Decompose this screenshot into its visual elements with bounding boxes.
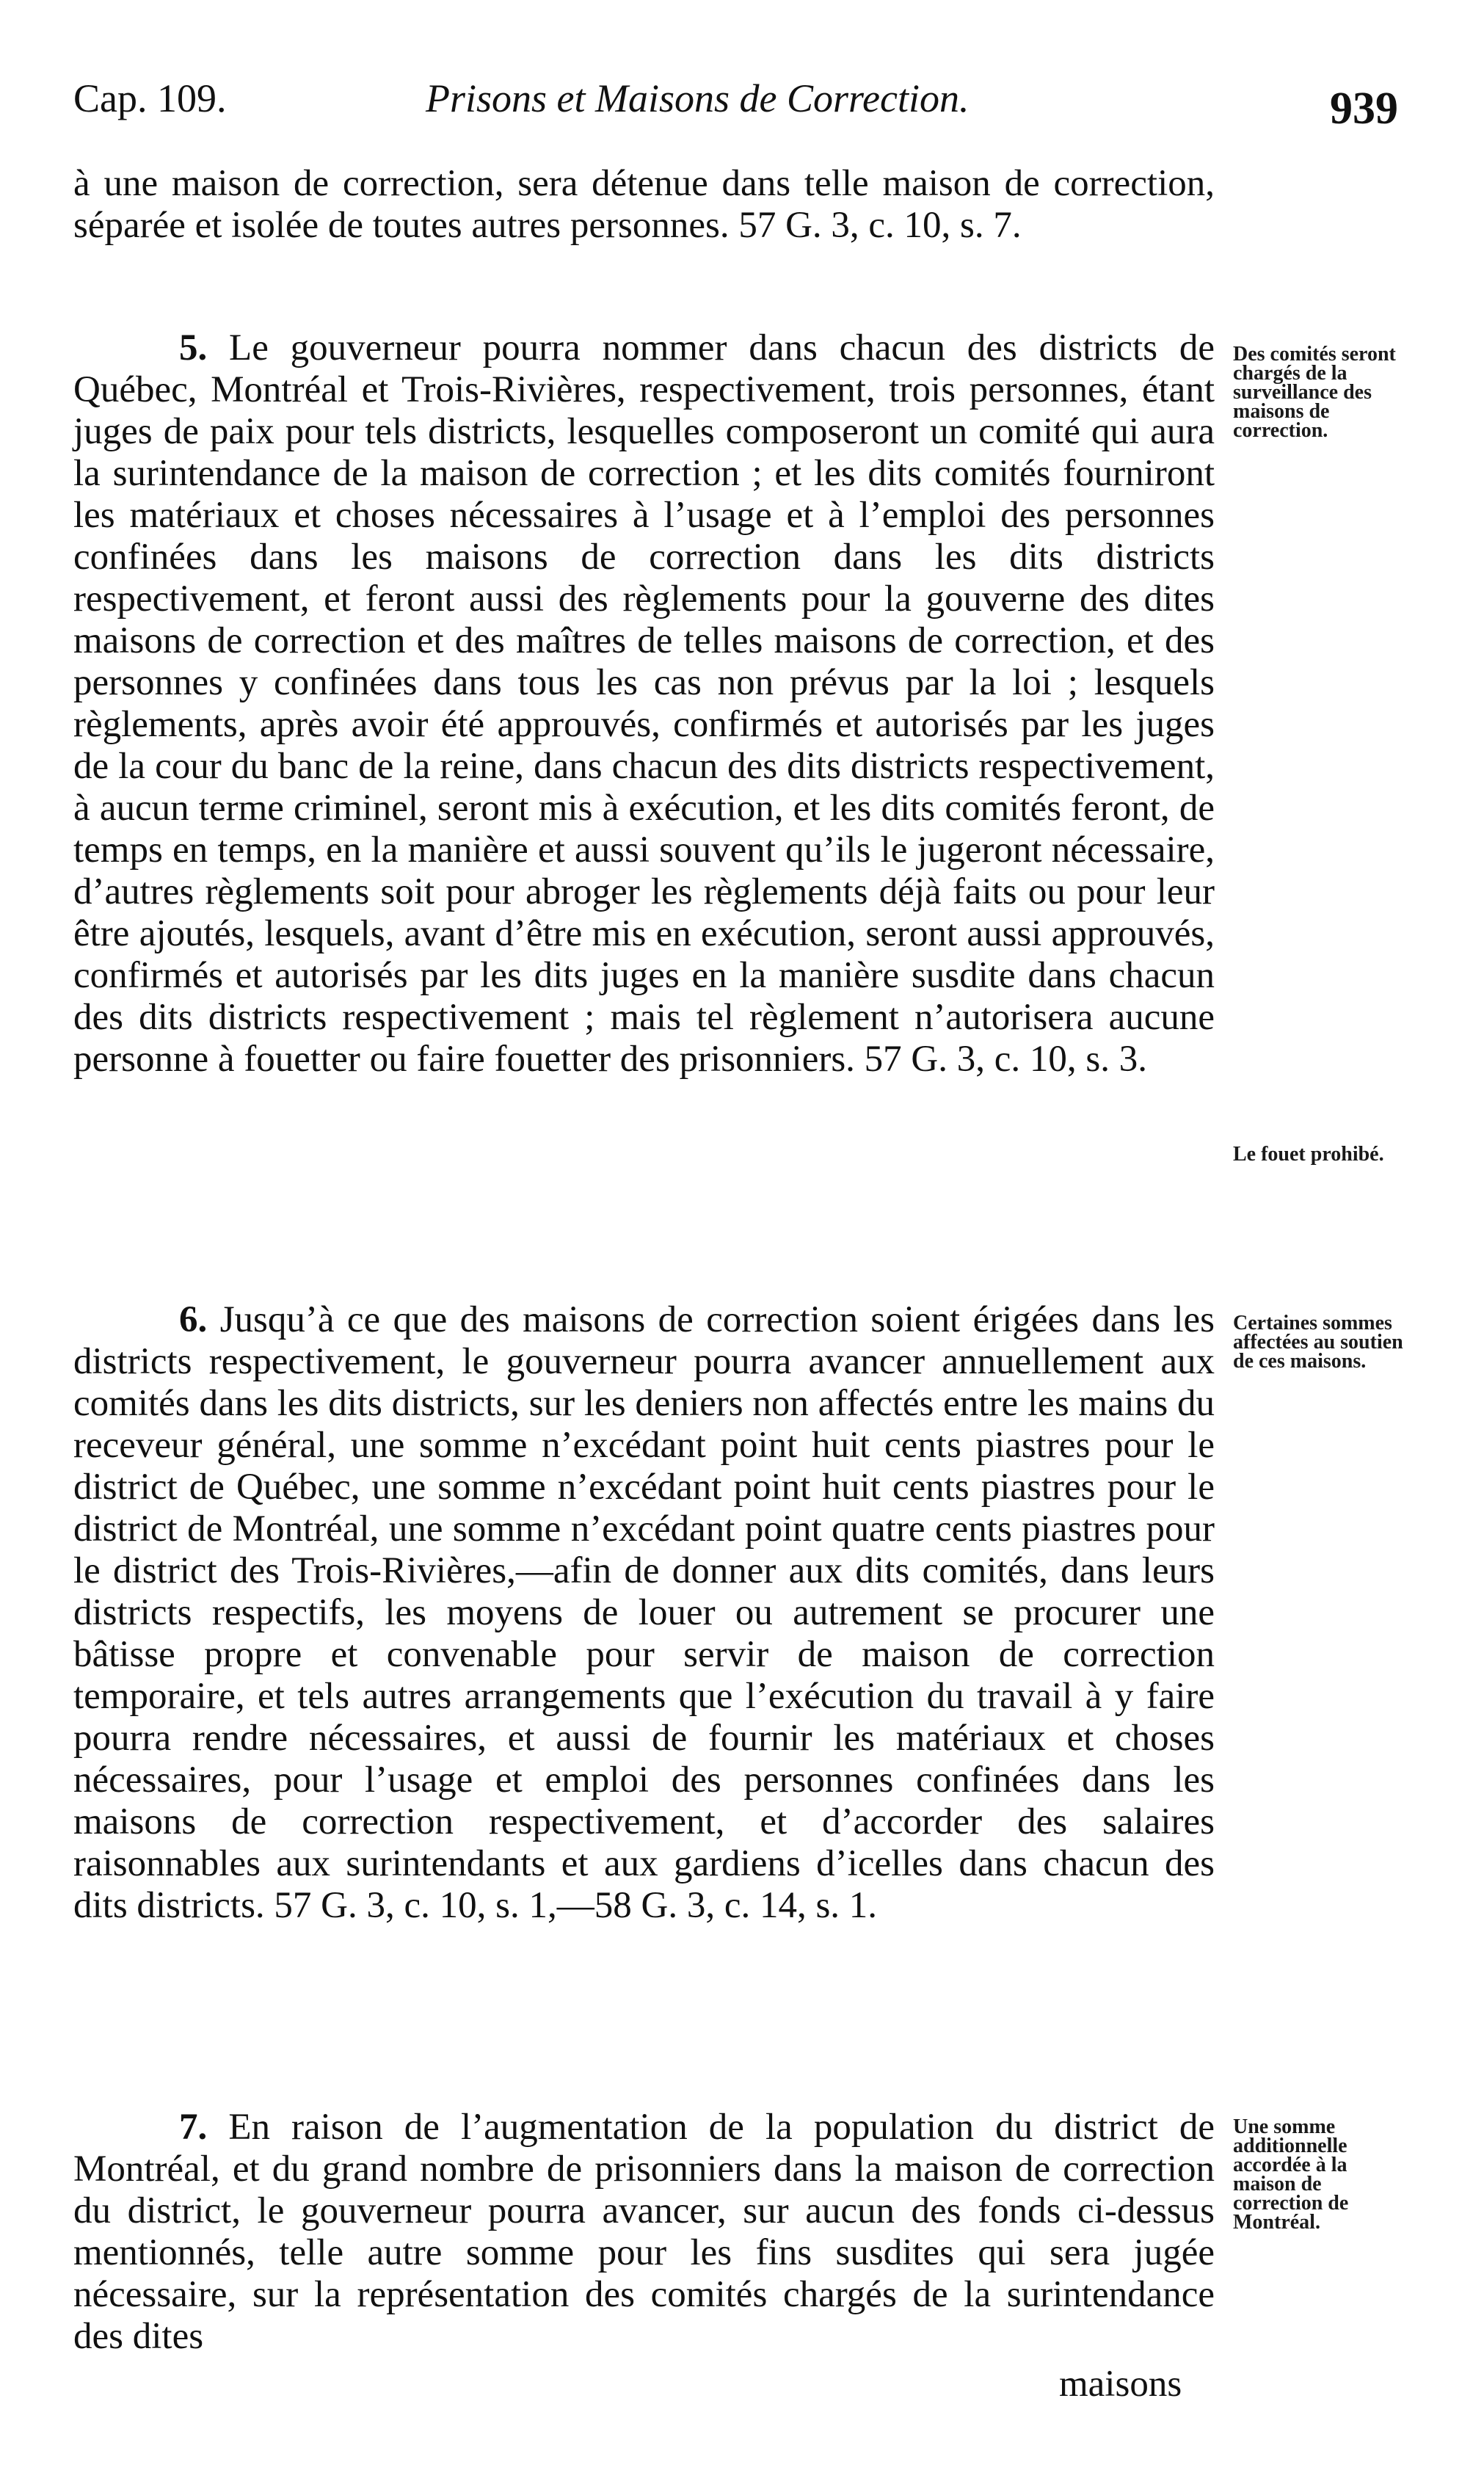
chapter-number: Cap. 109. <box>73 76 227 120</box>
page-number: 939 <box>1330 84 1398 134</box>
section-text: Jusqu’à ce que des maisons de correction soient érigées dans les districts respectivement, le gouverneur pourra avancer annuellement aux comités dans les dits districts, sur les deniers non affectés entre les mains du receveur général, une somme n’excédant point huit cents piastres pour le district de Québec, une somme n’excédant point huit cents piastres pour le district de Montréal, une somme n’excédant point quatre cents piastres pour le district des Trois-Rivières,—afin de donner aux dits comités, dans leurs districts respectifs, les moyens de louer ou autrement se procurer une bâtisse propre et convenable pour servir de maison de correction temporaire, et tels autres arrangements que l’exécution du travail à y faire pourra rendre nécessaires, et aussi de fournir les matériaux et choses nécessaires, pour l’usage et emploi des personnes confinées dans les maisons de correction respectivement, et d’accorder des salaires raisonnables aux surintendants et aux gardiens d’icelles dans chacun des dits districts. 57 G. 3, c. 10, s. 1,—58 G. 3, c. 14, s. 1. <box>73 1299 1215 1926</box>
section-number: 6. <box>179 1299 208 1340</box>
running-title: Prisons et Maisons de Correction. <box>426 76 970 120</box>
section-text: Le gouverneur pourra nommer dans chacun des districts de Québec, Montréal et Trois-Rivières, respectivement, trois personnes, étant juges de paix pour tels districts, lesquelles composeront un comité qui aura la surintendance de la maison de correction ; et les dits comités fourniront les matériaux et choses nécessaires à l’usage et à l’emploi des personnes confinées dans les maisons de correction dans les dits districts respectivement, et feront aussi des règlements pour la gouverne des dites maisons de correction et des maîtres de telles maisons de correction, et des personnes y confinées dans tous les cas non prévus par la loi ; lesquels règlements, après avoir été approuvés, confirmés et autorisés par les juges de la cour du banc de la reine, dans chacun des dits districts respectivement, à aucun terme criminel, seront mis à exécution, et les dits comités feront, de temps en temps, en la manière et aussi souvent qu’ils le jugeront nécessaire, d’autres règlements soit pour abroger les règlements déjà faits ou pour leur être ajoutés, lesquels, avant d’être mis en exécution, seront aussi approuvés, confirmés et autorisés par les dits juges en la manière susdite dans chacun des dits districts respectivement ; mais tel règlement n’autorisera aucune personne à fouetter ou faire fouetter des prisonniers. 57 G. 3, c. 10, s. 3. <box>73 327 1215 1080</box>
section-5 <box>73 327 1215 1080</box>
section-7 <box>73 2107 1215 2358</box>
continued-paragraph: à une maison de correction, sera détenue dans telle maison de correction, séparée et isolée de toutes autres personnes. 57 G. 3, c. 10, s. 7. <box>73 163 1215 246</box>
section-number: 7. <box>179 2107 208 2148</box>
margin-note: Une somme additionnelle accordée à la maison de correction de Montréal. <box>1233 2115 1349 2234</box>
section-text: En raison de l’augmentation de la population du district de Montréal, et du grand nombre de prisonniers dans la maison de correction du district, le gouverneur pourra avancer, sur aucun des fonds ci-dessus mentionnés, telle autre somme pour les fins susdites qui sera jugée nécessaire, sur la représentation des comités chargés de la surintendance des dites <box>73 2107 1215 2357</box>
section-6 <box>73 1299 1215 1927</box>
margin-note: Certaines sommes affectées au soutien de ces maisons. <box>1233 1312 1403 1373</box>
section-number: 5. <box>179 327 208 368</box>
margin-note: Le fouet prohibé. <box>1233 1143 1384 1166</box>
catchword: maisons <box>1059 2364 1182 2405</box>
margin-note: Des comités seront chargés de la surveillance des maisons de correction. <box>1233 343 1396 442</box>
